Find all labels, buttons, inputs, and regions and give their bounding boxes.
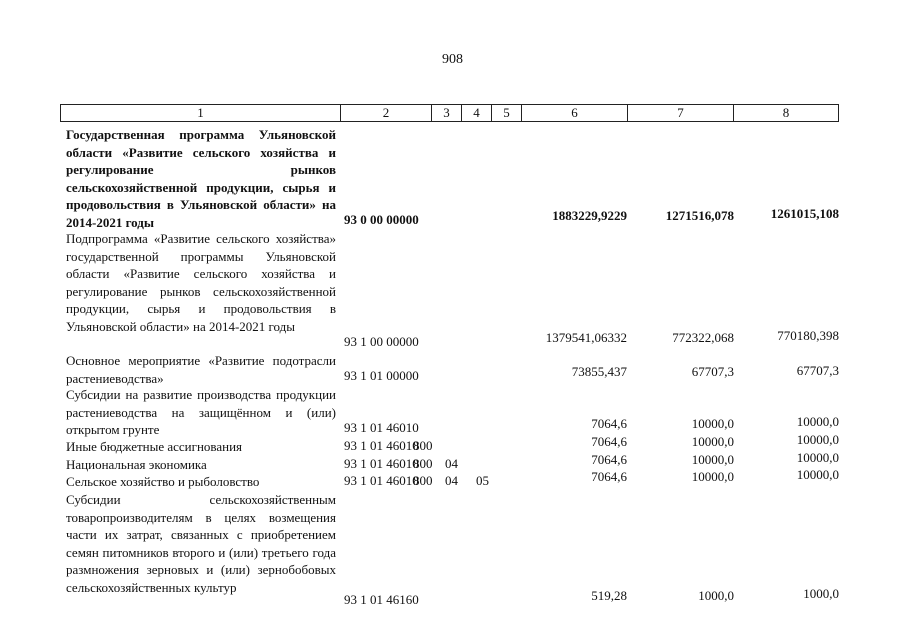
- header-col-8: 8: [782, 105, 790, 120]
- row-name: Субсидии на развитие производства продукции растениеводства на защищённом и (или) открытом грунте: [66, 387, 336, 437]
- row-name: Субсидии сельскохозяйственным товаропроизводителям в целях возмещения части их затрат, связанных с приобретением семян питомников второго и (или) третьего года размножения зерновых и (или) зернобобовых сельскохозяйственных культур: [66, 492, 336, 595]
- row-value-6: 7064,6: [591, 416, 627, 431]
- row-value-8: 770180,398: [777, 328, 839, 343]
- row-name: Государственная программа Ульяновской области «Развитие сельского хозяйства и регулирование рынков сельскохозяйственной продукции, сырья и продовольствия в Ульяновской области» на 2014-2021 годы: [66, 127, 336, 230]
- row-vr: 800: [413, 473, 433, 488]
- row-value-7: 67707,3: [691, 364, 734, 379]
- row-value-7: 10000,0: [691, 469, 734, 484]
- row-code: 93 1 01 46160: [344, 592, 419, 607]
- row-value-6: 1379541,06332: [545, 330, 627, 345]
- header-col-6: 6: [522, 105, 628, 121]
- header-col-4: 4: [462, 105, 492, 121]
- row-value-6: 7064,6: [591, 452, 627, 467]
- row-value-7: 1000,0: [698, 588, 734, 603]
- row-name: Национальная экономика: [66, 457, 207, 472]
- row-value-6: 73855,437: [571, 364, 627, 379]
- row-name: Основное мероприятие «Развитие подотрасли растениеводства»: [66, 353, 336, 386]
- header-col-3: 3: [432, 105, 462, 121]
- row-name: Иные бюджетные ассигнования: [66, 439, 243, 454]
- row-code: 93 1 01 46010: [344, 473, 419, 488]
- row-name: Сельское хозяйство и рыболовство: [66, 474, 260, 489]
- row-value-7: 10000,0: [691, 434, 734, 449]
- header-col-1: 1: [61, 105, 341, 121]
- table-header: [60, 104, 839, 122]
- header-col-2: 2: [341, 105, 432, 121]
- row-value-7: 10000,0: [691, 452, 734, 467]
- row-rz: 04: [445, 473, 458, 488]
- row-value-7: 10000,0: [691, 416, 734, 431]
- row-value-8: 10000,0: [796, 450, 839, 465]
- row-code: 93 1 01 46010: [344, 438, 419, 453]
- row-rz: 04: [445, 456, 458, 471]
- row-value-8: 10000,0: [796, 414, 839, 429]
- row-value-6: 7064,6: [591, 469, 627, 484]
- row-code: 93 1 01 00000: [344, 368, 419, 383]
- row-value-8: 67707,3: [796, 363, 839, 378]
- row-code: 93 1 01 46010: [344, 456, 419, 471]
- row-code: 93 1 01 46010: [344, 420, 419, 435]
- row-value-8: 10000,0: [796, 467, 839, 482]
- header-col-5: 5: [492, 105, 522, 121]
- row-vr: 800: [413, 438, 433, 453]
- page-number: 908: [442, 52, 463, 67]
- row-value-6: 7064,6: [591, 434, 627, 449]
- header-col-7: 7: [628, 105, 734, 121]
- row-name: Подпрограмма «Развитие сельского хозяйства» государственной программы Ульяновской области «Развитие сельского хозяйства и регулирование рынков сельскохозяйственной продукции, сырья и продовольствия в Ульяновской области» на 2014-2021 годы: [66, 231, 336, 334]
- row-value-7: 772322,068: [672, 330, 734, 345]
- row-pr: 05: [476, 473, 489, 488]
- row-value-6: 519,28: [591, 588, 627, 603]
- row-value-8: 10000,0: [796, 432, 839, 447]
- row-value-7: 1271516,078: [665, 208, 734, 223]
- row-code: 93 0 00 00000: [344, 212, 419, 227]
- row-value-6: 1883229,9229: [552, 208, 627, 223]
- row-value-8: 1000,0: [803, 586, 839, 601]
- row-vr: 800: [413, 456, 433, 471]
- row-code: 93 1 00 00000: [344, 334, 419, 349]
- row-value-8: 1261015,108: [770, 206, 839, 221]
